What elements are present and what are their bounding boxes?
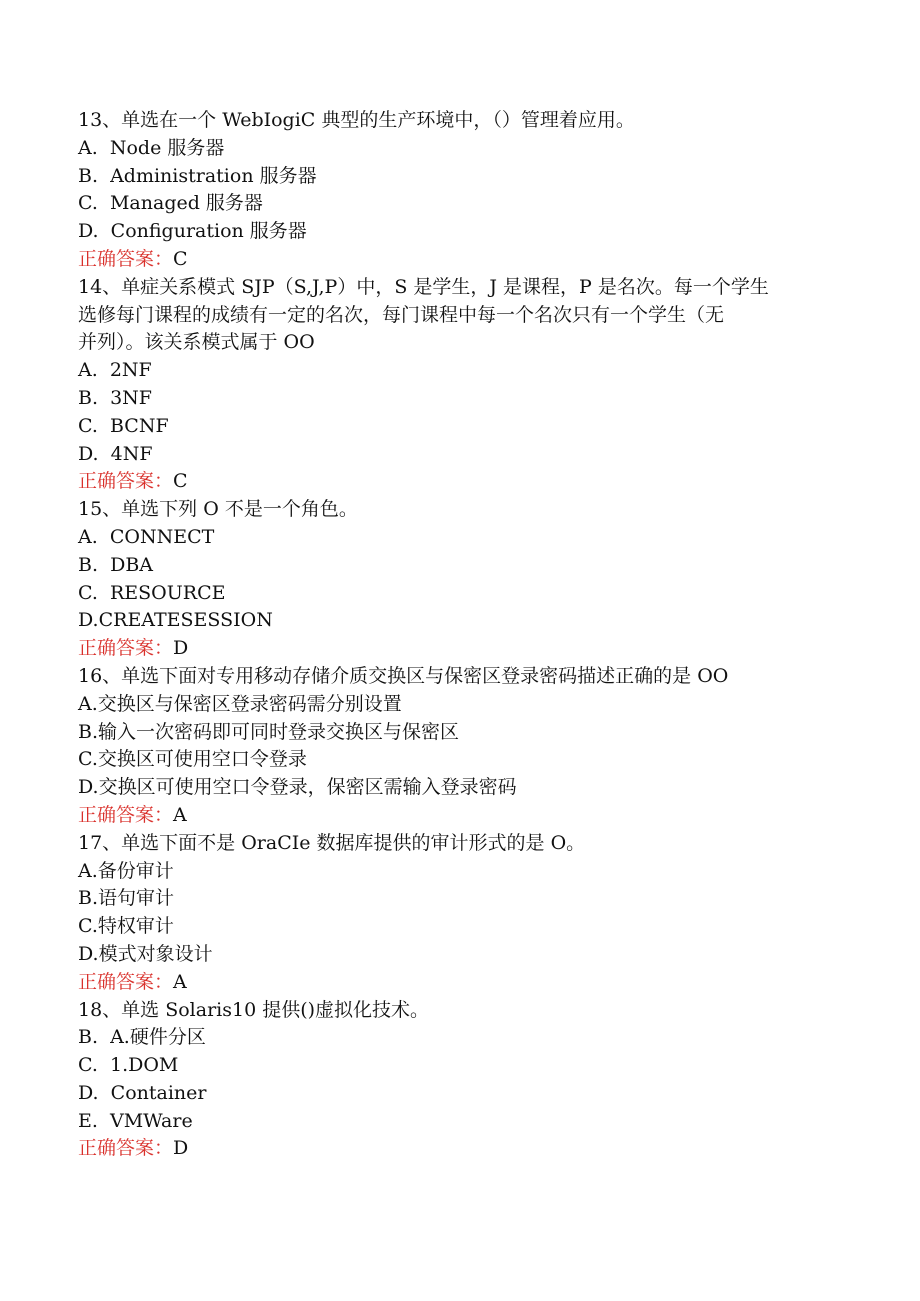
- option-a: A. Node 服务器: [78, 136, 225, 159]
- question-13: [78, 107, 838, 274]
- answer-value: C: [173, 470, 188, 493]
- question-stem: 18、单选 Solaris10 提供()虚拟化技术。: [78, 998, 430, 1021]
- question-stem: 13、单选在一个 WebIogiC 典型的生产环境中，（）管理着应用。: [78, 109, 635, 131]
- option-e: E. VMWare: [78, 1109, 193, 1132]
- question-14: [78, 274, 838, 496]
- answer-value: D: [173, 1137, 189, 1160]
- answer-line: [78, 468, 838, 496]
- answer-label: 正确答案：: [78, 970, 174, 993]
- question-17: [78, 830, 838, 997]
- answer-value: A: [173, 803, 187, 826]
- option-d: D. Container: [78, 1081, 207, 1104]
- answer-line: [78, 802, 838, 830]
- answer-label: 正确答案：: [78, 247, 174, 270]
- exam-document: [78, 107, 838, 1163]
- option-b: B. A.硬件分区: [78, 1026, 206, 1049]
- option-d: D.模式对象设计: [78, 942, 213, 965]
- option-b: B.语句审计: [78, 887, 175, 910]
- option-c: C. 1.DOM: [78, 1054, 179, 1077]
- option-a: A.备份审计: [78, 859, 174, 882]
- question-15: [78, 496, 838, 663]
- question-16: [78, 663, 838, 830]
- option-d: D. Configuration 服务器: [78, 220, 307, 243]
- option-d: D.CREATESESSION: [78, 609, 273, 632]
- question-stem-line-3: 并列）。该关系模式属于 OO: [78, 331, 315, 354]
- option-a: A. 2NF: [78, 359, 152, 382]
- question-18: [78, 997, 838, 1164]
- answer-line: [78, 635, 838, 663]
- question-stem: 17、单选下面不是 OraCIe 数据库提供的审计形式的是 O。: [78, 831, 586, 854]
- option-d: D. 4NF: [78, 442, 153, 465]
- answer-line: [78, 1135, 838, 1163]
- answer-value: A: [173, 970, 187, 993]
- option-c: C. Managed 服务器: [78, 192, 263, 215]
- question-stem: 15、单选下列 O 不是一个角色。: [78, 498, 358, 521]
- question-stem-line-1: 14、单症关系模式 SJP（S,J,P）中，S 是学生，J 是课程，P 是名次。每一个学生: [78, 275, 769, 298]
- option-b: B.输入一次密码即可同时登录交换区与保密区: [78, 720, 460, 743]
- answer-value: C: [173, 247, 188, 270]
- answer-line: [78, 246, 838, 274]
- option-b: B. 3NF: [78, 386, 152, 409]
- answer-label: 正确答案：: [78, 1137, 174, 1160]
- option-c: C.交换区可使用空口令登录: [78, 748, 307, 771]
- option-a: A.交换区与保密区登录密码需分别设置: [78, 692, 402, 715]
- answer-label: 正确答案：: [78, 470, 174, 493]
- option-c: C.特权审计: [78, 915, 174, 938]
- option-c: C. RESOURCE: [78, 581, 226, 604]
- option-a: A. CONNECT: [78, 525, 215, 548]
- answer-label: 正确答案：: [78, 803, 174, 826]
- question-stem: 16、单选下面对专用移动存储介质交换区与保密区登录密码描述正确的是 OO: [78, 664, 729, 687]
- option-b: B. Administration 服务器: [78, 164, 317, 187]
- answer-line: [78, 969, 838, 997]
- option-d: D.交换区可使用空口令登录，保密区需输入登录密码: [78, 776, 517, 799]
- question-stem-line-2: 选修每门课程的成绩有一定的名次，每门课程中每一个名次只有一个学生（无: [78, 303, 725, 326]
- option-b: B. DBA: [78, 553, 153, 576]
- answer-value: D: [173, 637, 189, 660]
- answer-label: 正确答案：: [78, 637, 174, 660]
- option-c: C. BCNF: [78, 414, 169, 437]
